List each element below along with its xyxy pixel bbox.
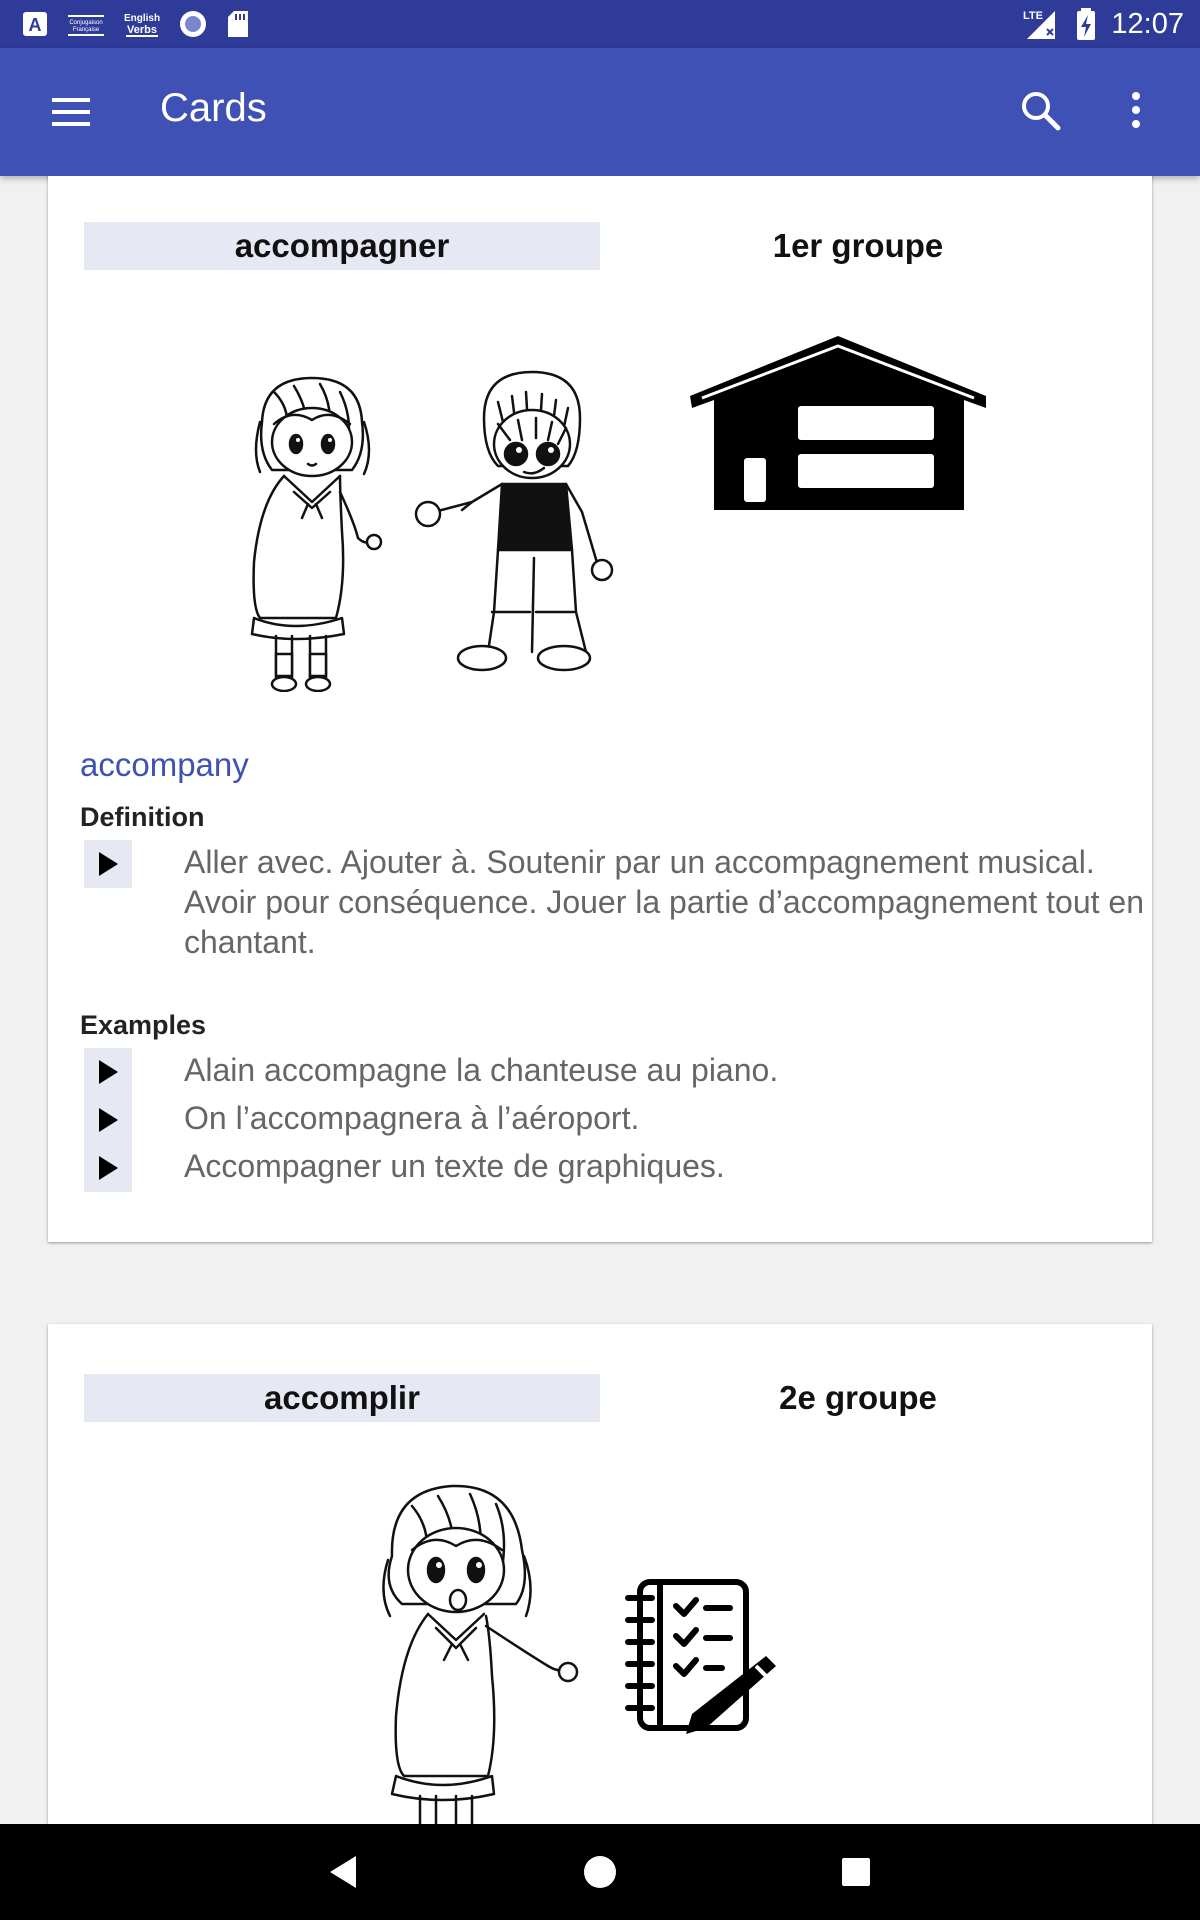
app-bar <box>0 48 1200 176</box>
definition-row <box>84 840 1145 960</box>
example-text: Accompagner un texte de graphiques. <box>184 1148 725 1184</box>
more-vert-icon[interactable] <box>1118 86 1154 134</box>
verb-card[interactable] <box>48 176 1152 1242</box>
battery-charging-icon <box>1075 7 1097 41</box>
svg-text:Conjugaison: Conjugaison <box>69 20 103 26</box>
example-row <box>84 1048 1124 1096</box>
english-verbs-icon <box>124 10 160 38</box>
status-bar <box>0 0 1200 48</box>
svg-text:A: A <box>28 15 42 35</box>
conjugaison-francaise-icon <box>66 11 106 37</box>
hamburger-menu-icon[interactable] <box>48 88 96 136</box>
svg-text:English: English <box>124 13 160 24</box>
example-row <box>84 1144 1124 1192</box>
checklist-notebook-icon <box>616 1576 776 1736</box>
search-icon[interactable] <box>1016 86 1064 134</box>
verb-group-label: 1er groupe <box>772 227 944 264</box>
girl-talking-icon <box>372 1476 592 1824</box>
svg-text:Verbs: Verbs <box>127 24 157 36</box>
font-a-icon <box>22 11 48 37</box>
sd-card-icon <box>226 10 250 38</box>
play-icon[interactable] <box>84 840 132 888</box>
girl-icon <box>224 372 424 692</box>
status-time: 12:07 <box>1111 7 1184 40</box>
card-list[interactable] <box>0 176 1200 1824</box>
translation-text: accompany <box>80 746 249 783</box>
verb-label: accompagner <box>84 222 600 270</box>
play-icon[interactable] <box>84 1144 132 1192</box>
definition-text: Aller avec. Ajouter à. Soutenir par un accompagnement musical. Avoir pour conséquence. Jouer la partie d’accompagnement tout en chantant. <box>184 844 1145 960</box>
example-text: On l’accompagnera à l’aéroport. <box>184 1100 640 1136</box>
recents-square-icon[interactable] <box>832 1848 880 1896</box>
lte-signal-icon <box>1021 7 1061 41</box>
radio-icon <box>178 9 208 39</box>
examples-title: Examples <box>80 1010 207 1040</box>
back-triangle-icon[interactable] <box>320 1848 368 1896</box>
svg-text:Française: Française <box>72 27 100 33</box>
play-icon[interactable] <box>84 1096 132 1144</box>
example-text: Alain accompagne la chanteuse au piano. <box>184 1052 779 1088</box>
boy-icon <box>402 362 642 692</box>
home-circle-icon[interactable] <box>576 1848 624 1896</box>
example-row <box>84 1096 1124 1144</box>
page-title: Cards <box>160 86 267 130</box>
garage-icon <box>688 336 988 510</box>
verb-group-label: 2e groupe <box>779 1379 937 1416</box>
play-icon[interactable] <box>84 1048 132 1096</box>
verb-label: accomplir <box>84 1374 600 1422</box>
svg-text:LTE: LTE <box>1023 10 1044 22</box>
navigation-bar <box>0 1824 1200 1920</box>
verb-card[interactable] <box>48 1324 1152 1824</box>
definition-title: Definition <box>80 802 205 832</box>
